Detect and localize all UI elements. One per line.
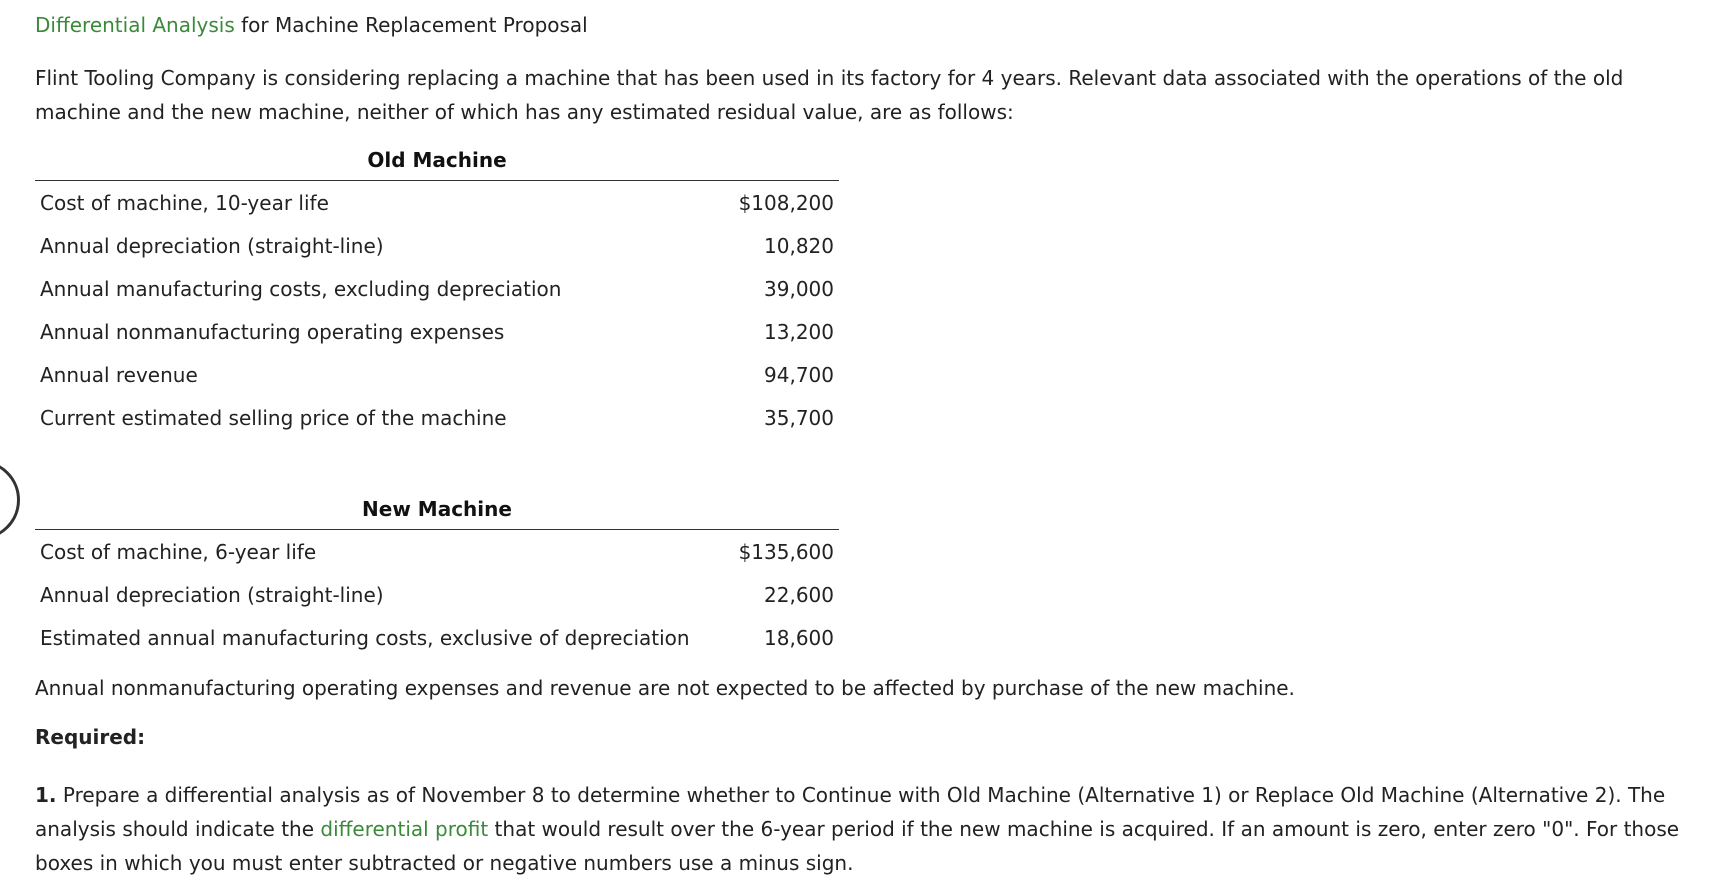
- row-value: $108,200: [738, 190, 834, 215]
- note-paragraph: Annual nonmanufacturing operating expenses and revenue are not expected to be affected by purchase of the new machine.: [35, 676, 1295, 700]
- old-machine-table: [35, 140, 839, 439]
- row-label: Annual depreciation (straight-line): [40, 582, 384, 607]
- table-row: [35, 310, 839, 353]
- row-value: 13,200: [764, 319, 834, 344]
- question-number: 1.: [35, 783, 57, 807]
- row-label: Annual depreciation (straight-line): [40, 233, 384, 258]
- row-label: Annual revenue: [40, 362, 198, 387]
- row-value: $135,600: [738, 539, 834, 564]
- row-label: Annual nonmanufacturing operating expenses: [40, 319, 505, 344]
- new-machine-table: [35, 489, 839, 659]
- question-text: Prepare a differential analysis as of November 8 to determine whether to Continue with Old Machine (Alternative 1) or Replace Old Machine (Alternative 2). The analysis should indicate the: [35, 783, 1666, 841]
- table-row: [35, 396, 839, 439]
- differential-analysis-link[interactable]: Differential Analysis: [35, 13, 235, 37]
- old-machine-heading: Old Machine: [35, 140, 839, 181]
- row-value: 39,000: [764, 276, 834, 301]
- new-machine-heading: New Machine: [35, 489, 839, 530]
- table-row: [35, 573, 839, 616]
- table-row: [35, 181, 839, 225]
- row-value: 22,600: [764, 582, 834, 607]
- row-value: 94,700: [764, 362, 834, 387]
- required-heading: Required:: [35, 725, 146, 749]
- title-text: for Machine Replacement Proposal: [234, 13, 588, 37]
- table-row: [35, 530, 839, 574]
- page-title: [35, 13, 588, 37]
- loading-spinner-icon: [0, 460, 20, 540]
- row-label: Current estimated selling price of the machine: [40, 405, 507, 430]
- row-value: 18,600: [764, 625, 834, 650]
- question-text-end: that would result over the 6-year period if the new machine is acquired. If an amount is zero, enter zero "0". For those boxes in which you must enter subtracted or negative numbers use a minus sign.: [35, 817, 1680, 875]
- row-label: Cost of machine, 6-year life: [40, 539, 317, 564]
- row-value: 10,820: [764, 233, 834, 258]
- differential-profit-link[interactable]: differential profit: [320, 817, 489, 841]
- table-row: [35, 224, 839, 267]
- row-value: 35,700: [764, 405, 834, 430]
- row-label: Estimated annual manufacturing costs, exclusive of depreciation: [40, 625, 690, 650]
- table-row: [35, 267, 839, 310]
- table-row: [35, 353, 839, 396]
- row-label: Cost of machine, 10-year life: [40, 190, 329, 215]
- row-label: Annual manufacturing costs, excluding depreciation: [40, 276, 562, 301]
- question-1: [35, 778, 1715, 880]
- intro-paragraph: Flint Tooling Company is considering replacing a machine that has been used in its factory for 4 years. Relevant data associated with the operations of the old machine and the new machine, neither of which has any estimated residual value, are as follows:: [35, 66, 1624, 124]
- table-row: [35, 616, 839, 659]
